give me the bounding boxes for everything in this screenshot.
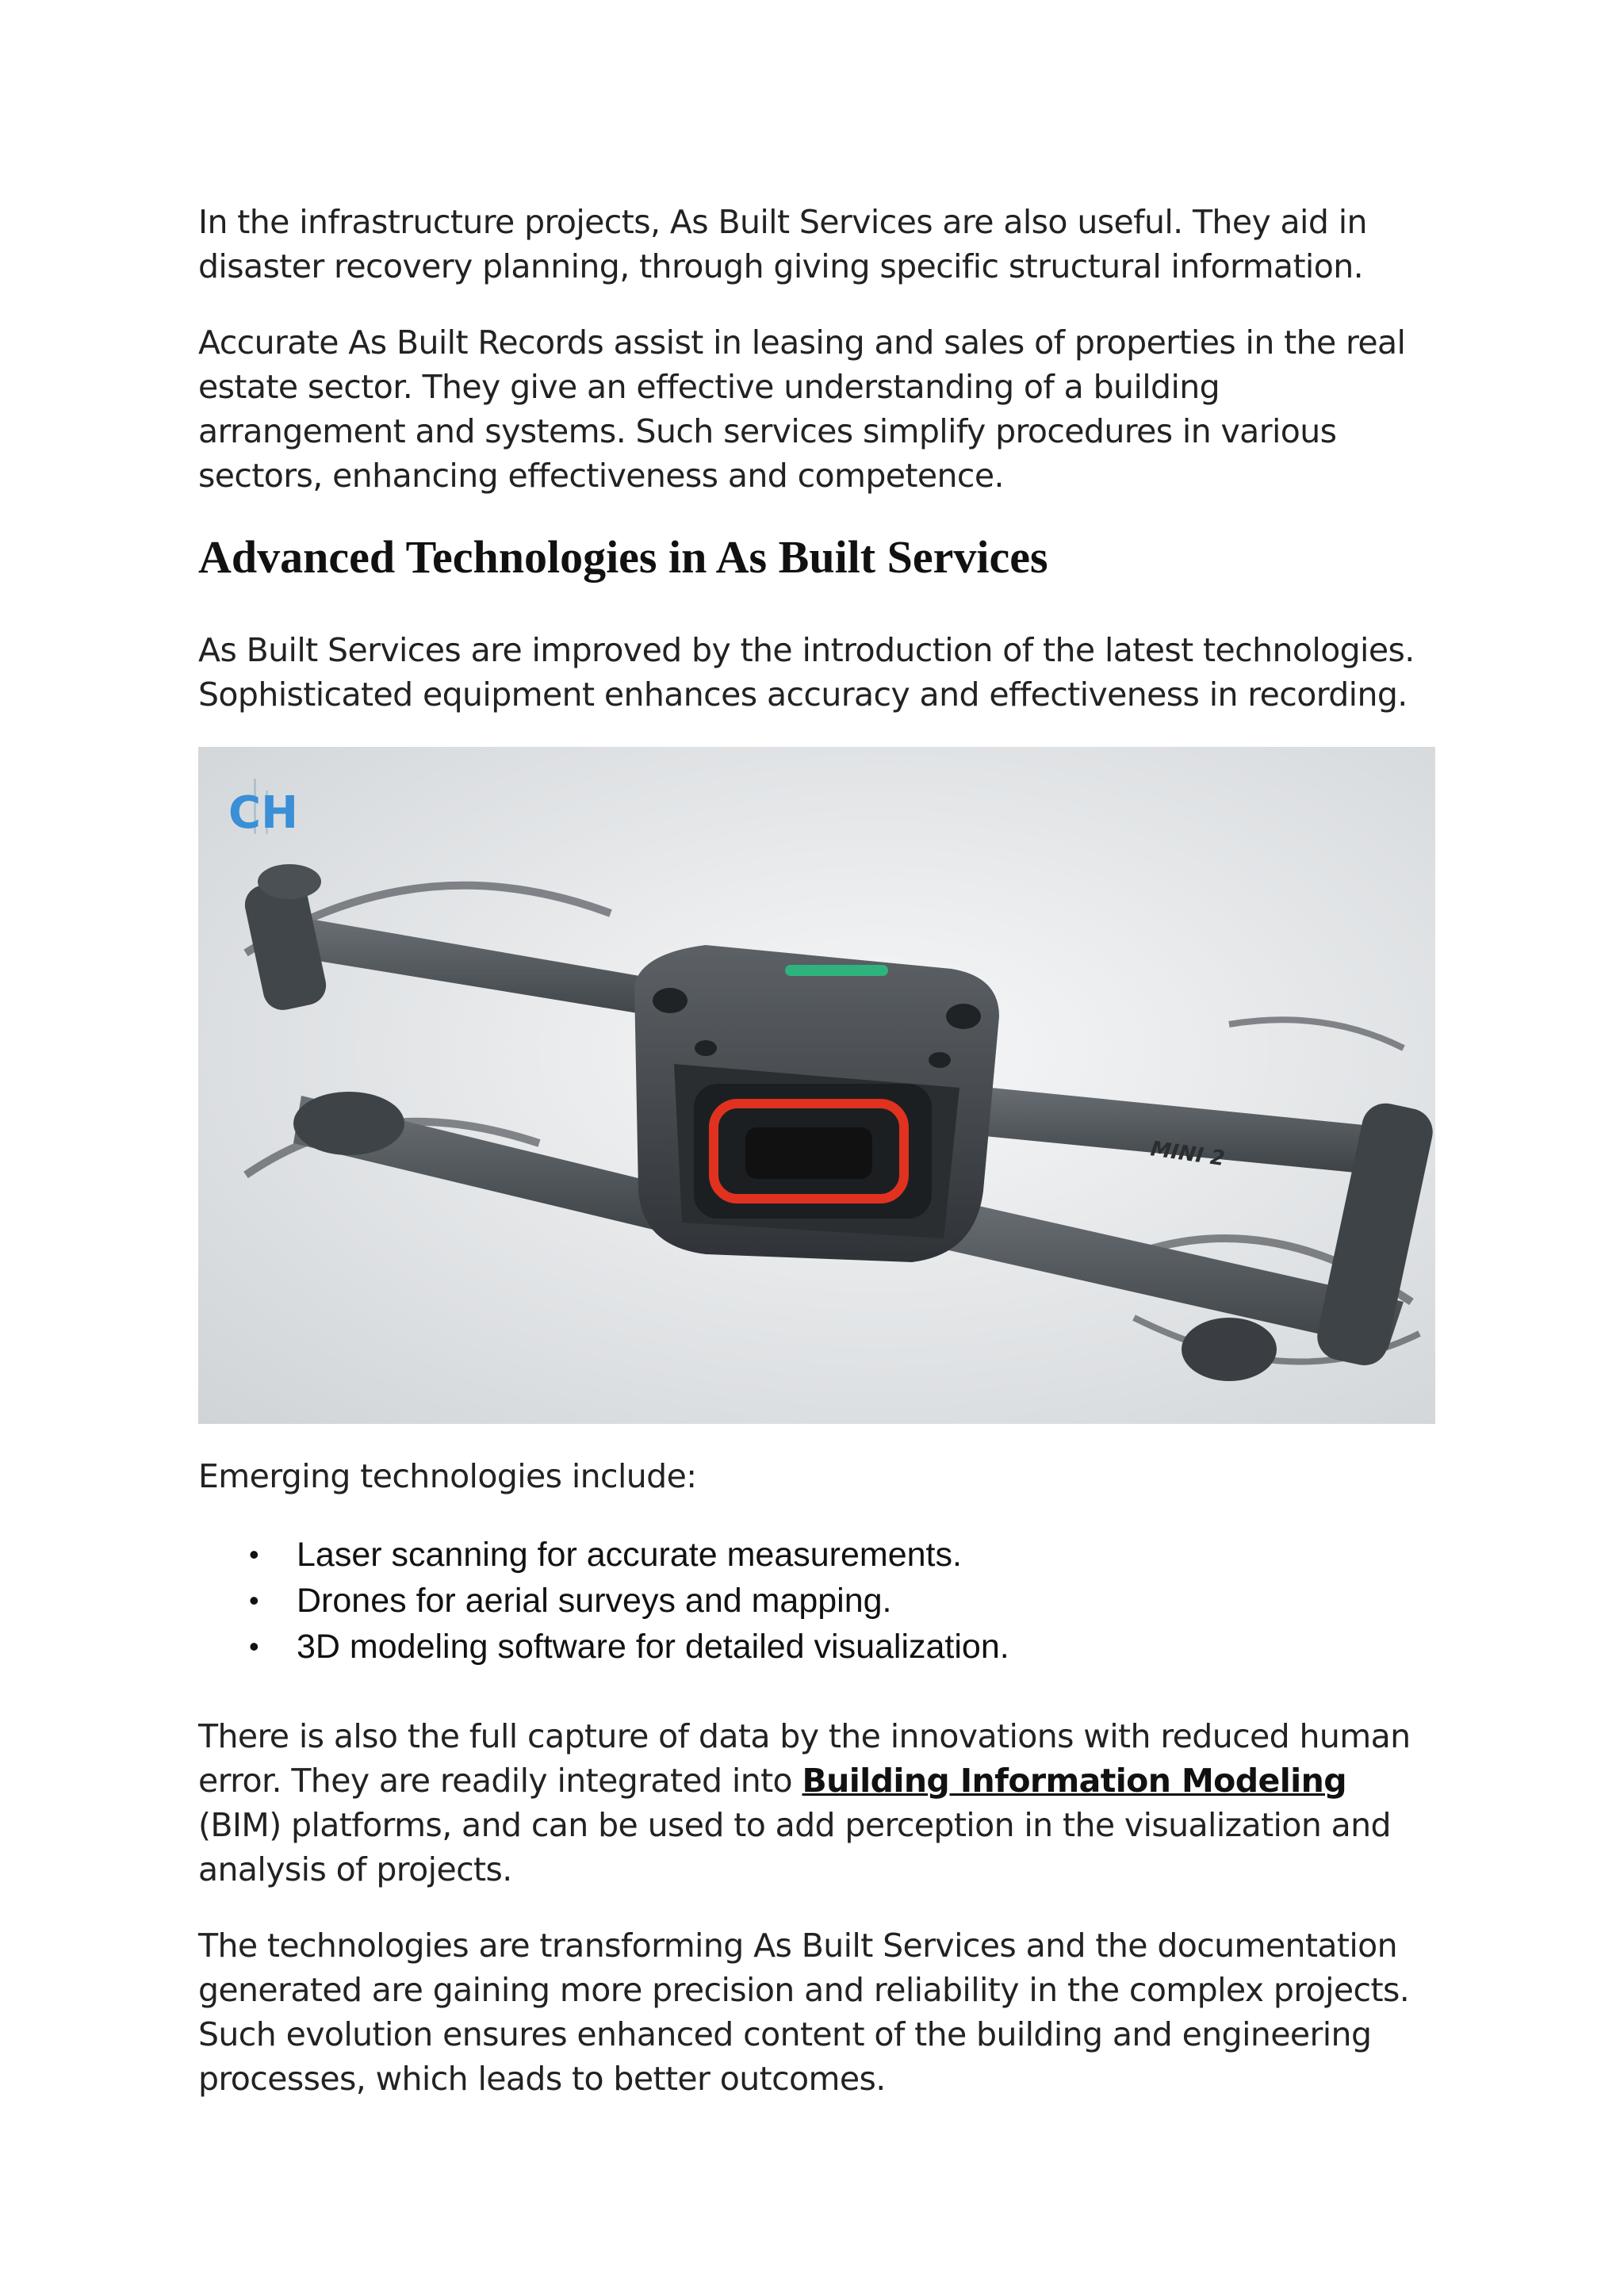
paragraph-transforming: The technologies are transforming As Built Services and the documentation generated are gaining more precision and reliability in the complex projects. Such evolution ensures enhanced content of the building and engineering processes, which leads to better outcomes. [198,1927,1410,2098]
paragraph-real-estate: Accurate As Built Records assist in leasing and sales of properties in the real estate sector. They give an effective understanding of a building arrangement and systems. Such services simplify procedures in various sectors, enhancing effectiveness and competence. [198,323,1406,495]
logo-icon [228,779,298,839]
list-item: • 3D modeling software for detailed visualization. [249,1628,1009,1666]
section-heading: Advanced Technologies in As Built Services [198,531,1048,583]
paragraph-emerging: Emerging technologies include: [198,1457,697,1495]
paragraph-infrastructure: In the infrastructure projects, As Built Services are also useful. They aid in disaster recovery planning, through giving specific structural information. [198,203,1367,285]
status-light [785,965,888,976]
logo-text: CH [228,787,298,839]
list-item: • Drones for aerial surveys and mapping. [249,1582,892,1620]
drone-image [198,747,1435,1424]
list-item: • Laser scanning for accurate measurements. [249,1536,962,1574]
technology-list [198,1532,1009,1670]
paragraph-bim: There is also the full capture of data by the innovations with reduced human error. They are readily integrated into Building Information Modeling (BIM) platforms, and can be used to add perception in the visualization and analysis of projects. [198,1717,1411,1888]
paragraph-intro-technologies: As Built Services are improved by the introduction of the latest technologies. Sophisticated equipment enhances accuracy and effectiveness in recording. [198,631,1415,714]
arm-label: MINI 2 [1149,1137,1227,1172]
bim-link[interactable]: Building Information Modeling [802,1762,1346,1800]
